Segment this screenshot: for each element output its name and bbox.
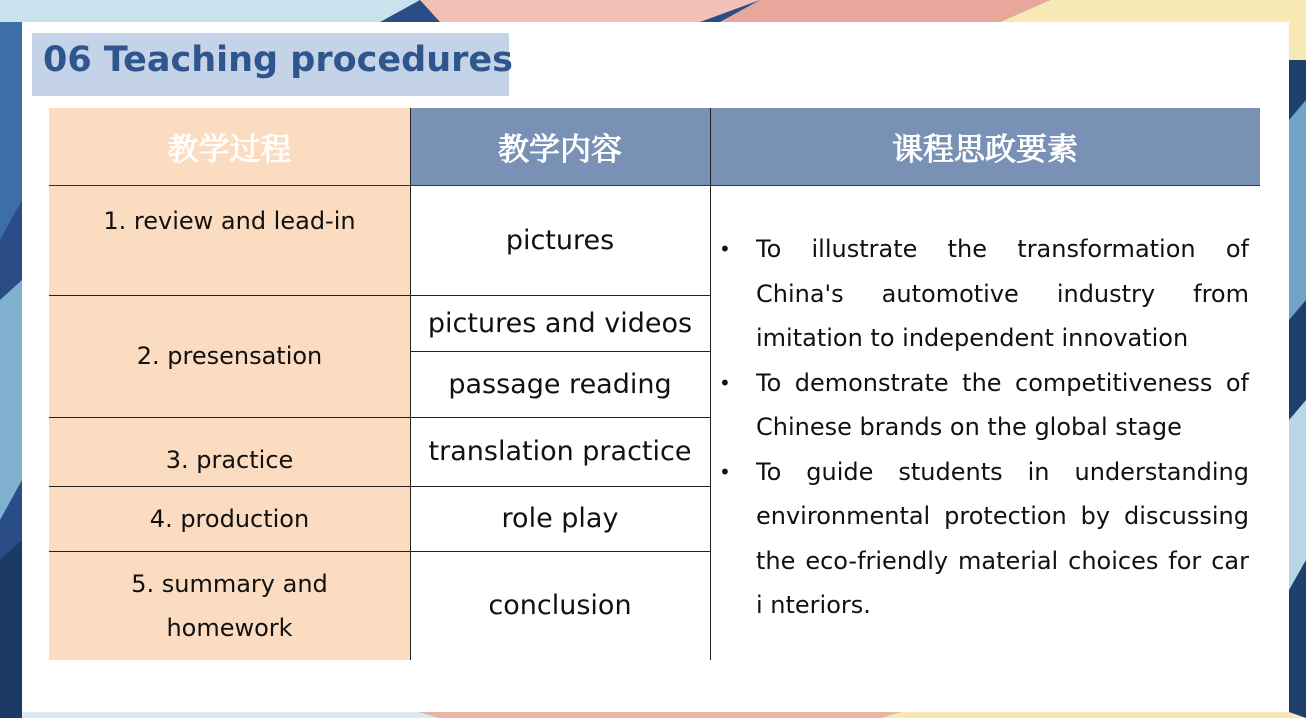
list-item [719,361,1249,450]
page-title: 06 Teaching procedures [43,40,513,80]
content-role-play: role play [410,486,710,551]
list-item-text: To illustrate the transformation of China's automotive industry from imitation to independent innovation [756,235,1249,352]
row-divider [49,551,710,552]
row-divider [410,351,710,352]
row-divider [49,486,710,487]
header-teaching-process: 教学过程 [49,108,410,185]
process-summary-homework: 5. summary and homework [49,551,410,660]
header-teaching-content: 教学内容 [410,108,710,185]
list-item-text: To guide students in understanding environmental protection by discussing the eco-friendly material choices for car i nteriors. [756,457,1249,619]
header-ideological-elements: 课程思政要素 [710,108,1260,185]
process-practice: 3. practice [49,417,410,486]
content-conclusion: conclusion [410,551,710,660]
list-item-text: To demonstrate the competitiveness of Chinese brands on the global stage [756,368,1249,441]
column-divider [410,108,411,660]
ideological-elements-list [719,227,1249,628]
content-passage-reading: passage reading [410,351,710,417]
list-item [719,227,1249,361]
process-presensation: 2. presensation [49,295,410,417]
bullet-icon: • [719,237,731,261]
column-divider [710,108,711,660]
bullet-icon: • [719,370,731,395]
row-divider [49,417,710,418]
content-pictures-videos: pictures and videos [410,295,710,351]
content-pictures: pictures [410,185,710,295]
list-item [719,450,1249,628]
process-label: 1. review and lead-in [103,207,356,235]
row-divider [49,185,1260,186]
process-production: 4. production [49,486,410,551]
content-translation-practice: translation practice [410,417,710,486]
bullet-icon: • [719,459,731,484]
process-review-lead-in [49,185,410,295]
row-divider [49,295,710,296]
